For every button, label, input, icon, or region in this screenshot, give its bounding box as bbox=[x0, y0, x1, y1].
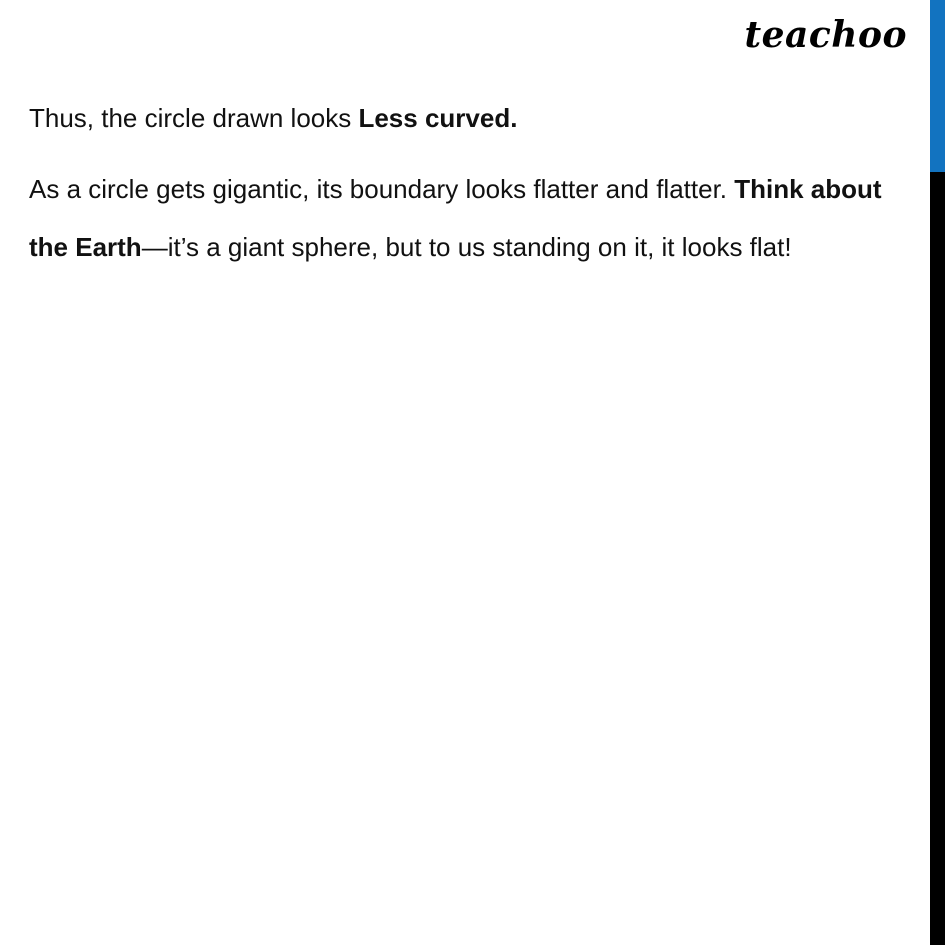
paragraph-less-curved bbox=[29, 96, 919, 140]
paragraph-earth bbox=[29, 160, 919, 276]
side-bar-accent bbox=[930, 0, 945, 172]
paragraph-2-text-before: As a circle gets gigantic, its boundary looks flatter and flatter. bbox=[29, 174, 735, 204]
paragraph-1-bold: Less curved. bbox=[358, 103, 518, 133]
side-bar bbox=[930, 0, 945, 945]
paragraph-1-text: Thus, the circle drawn looks bbox=[29, 103, 359, 133]
paragraph-2-text-after: —it’s a giant sphere, but to us standing on it, it looks flat! bbox=[141, 232, 792, 262]
paragraph-2-bold: Think about the Earth bbox=[29, 174, 882, 262]
slide-content bbox=[29, 96, 919, 276]
teachoo-logo: teachoo bbox=[744, 14, 907, 56]
